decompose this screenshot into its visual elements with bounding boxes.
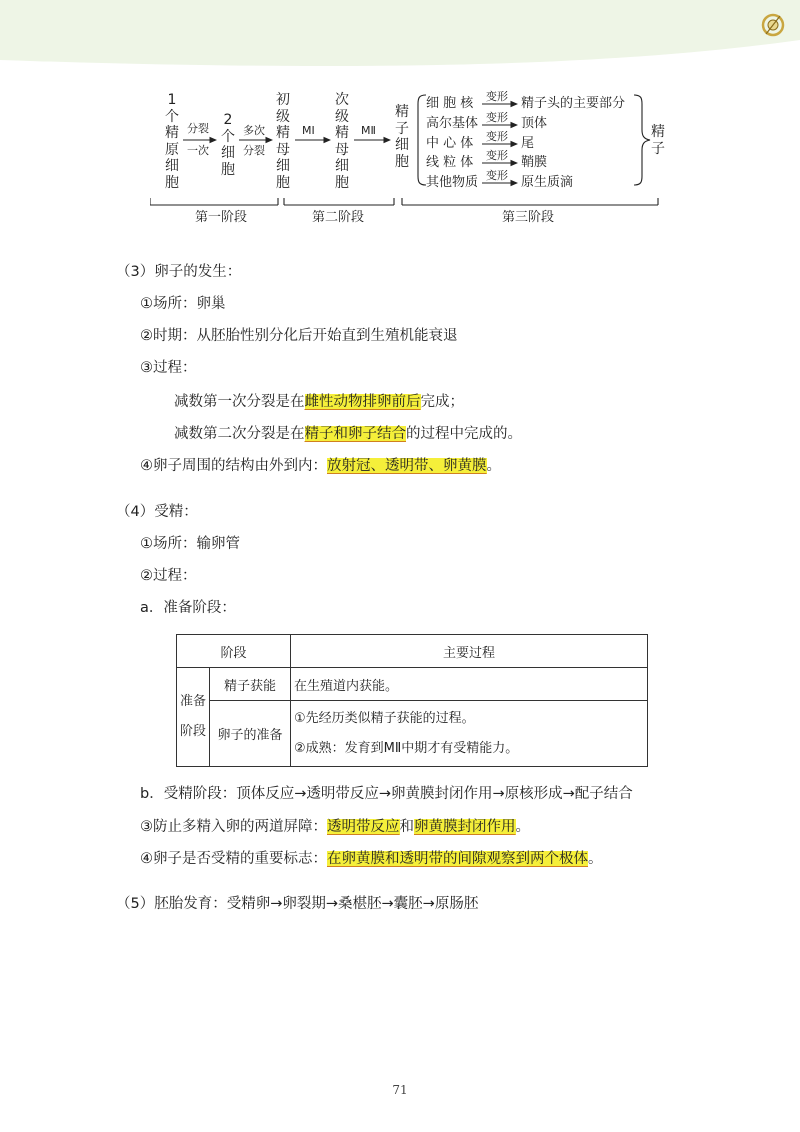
section4-title: （4）受精： bbox=[116, 504, 198, 520]
col4-char-3: 母 bbox=[335, 141, 349, 158]
table-group-cell bbox=[177, 668, 210, 767]
arrow1-top-label: 分裂 bbox=[187, 122, 209, 135]
fertilization-sign-line bbox=[140, 849, 603, 869]
col1-char-5: 胞 bbox=[165, 174, 179, 191]
table-row2-desc2: ②成熟：发育到MⅡ中期才有受精能力。 bbox=[294, 740, 519, 756]
meiosis2-label: MⅡ bbox=[361, 124, 376, 137]
col5-char-1: 子 bbox=[395, 120, 409, 137]
part-to-5: 原生质滴 bbox=[521, 175, 574, 190]
table-row1-desc: 在生殖道内获能。 bbox=[291, 668, 648, 701]
part-verb-1: 变形 bbox=[486, 90, 508, 103]
s4-process: ②过程： bbox=[140, 568, 197, 584]
part-to-1: 精子头的主要部分 bbox=[521, 96, 626, 111]
prep-stage-table bbox=[176, 634, 648, 767]
part-from-1: 细 胞 核 bbox=[426, 96, 474, 111]
col3-char-3: 母 bbox=[276, 141, 290, 158]
s3-time: ②时期：从胚胎性别分化后开始直到生殖机能衰退 bbox=[140, 328, 458, 344]
barrier-mid: 和 bbox=[399, 819, 414, 835]
fertilization-sign-text: ④卵子是否受精的重要标志： bbox=[140, 851, 327, 867]
arrow1-bottom-label: 一次 bbox=[187, 144, 209, 157]
meiosis2-highlight: 精子和卵子结合 bbox=[304, 426, 406, 442]
arrow2-bottom-label: 分裂 bbox=[243, 144, 265, 157]
barrier-end: 。 bbox=[515, 819, 530, 835]
colR-char-1: 子 bbox=[651, 140, 665, 157]
barrier-text: ③防止多精入卵的两道屏障： bbox=[140, 819, 327, 835]
col1-char-4: 细 bbox=[165, 158, 179, 174]
stage1-label: 第一阶段 bbox=[195, 210, 248, 225]
primary-spermatocyte-label bbox=[275, 92, 291, 191]
meiosis2-line bbox=[174, 424, 522, 444]
table-group-line1: 准备 bbox=[179, 694, 206, 709]
col5-char-3: 胞 bbox=[395, 153, 409, 170]
col5-char-2: 细 bbox=[395, 137, 409, 153]
table-row2-desc1: ①先经历类似精子获能的过程。 bbox=[294, 710, 475, 726]
col2-char-0: 2 bbox=[223, 112, 233, 128]
meiosis1-end: 完成； bbox=[420, 394, 464, 410]
fertilization-stage: b．受精阶段：顶体反应→透明带反应→卵黄膜封闭作用→原核形成→配子结合 bbox=[140, 786, 633, 802]
egg-structure-line bbox=[140, 456, 501, 476]
part-verb-5: 变形 bbox=[486, 169, 508, 182]
barrier-highlight-2: 卵黄膜封闭作用 bbox=[414, 819, 516, 835]
stage2-label: 第二阶段 bbox=[312, 210, 365, 225]
s3-site: ①场所：卵巢 bbox=[140, 296, 226, 312]
table-group-line2: 阶段 bbox=[179, 724, 206, 739]
col2-char-2: 细 bbox=[221, 145, 235, 161]
header-band bbox=[0, 0, 800, 86]
table-header-process: 主要过程 bbox=[291, 635, 648, 668]
s4-site: ①场所：输卵管 bbox=[140, 536, 240, 552]
part-verb-4: 变形 bbox=[486, 149, 508, 162]
meiosis1-highlight: 雌性动物排卵前后 bbox=[304, 394, 421, 410]
part-to-3: 尾 bbox=[521, 136, 535, 151]
egg-structure-text: ④卵子周围的结构由外到内： bbox=[140, 458, 327, 474]
col5-char-0: 精 bbox=[395, 104, 409, 120]
fertilization-sign-highlight: 在卵黄膜和透明带的间隙观察到两个极体 bbox=[327, 851, 588, 867]
stage3-label: 第三阶段 bbox=[502, 210, 555, 225]
two-cells-label bbox=[220, 112, 236, 178]
egg-structure-end: 。 bbox=[486, 458, 501, 474]
barrier-highlight-1: 透明带反应 bbox=[327, 819, 400, 835]
part-to-4: 鞘膜 bbox=[521, 155, 548, 170]
spermatid-label bbox=[394, 104, 410, 170]
sperm-label bbox=[650, 124, 666, 157]
col1-char-3: 原 bbox=[165, 141, 179, 158]
part-from-3: 中 心 体 bbox=[426, 136, 474, 151]
page-number: 71 bbox=[392, 1083, 408, 1097]
barrier-line bbox=[140, 817, 530, 837]
col2-char-3: 胞 bbox=[221, 161, 235, 178]
table-row2-desc bbox=[291, 701, 648, 767]
meiosis2-text: 减数第二次分裂是在 bbox=[174, 426, 305, 442]
col2-char-1: 个 bbox=[221, 128, 235, 145]
spermatogenesis-diagram bbox=[150, 86, 670, 236]
logo-icon bbox=[760, 12, 786, 38]
col4-char-1: 级 bbox=[335, 108, 349, 125]
meiosis1-label: MⅠ bbox=[302, 124, 315, 137]
part-from-5: 其他物质 bbox=[426, 175, 479, 190]
col4-char-5: 胞 bbox=[335, 174, 349, 191]
section5-embryo: （5）胚胎发育：受精卵→卵裂期→桑椹胚→囊胚→原肠胚 bbox=[116, 896, 479, 912]
table-row1-name: 精子获能 bbox=[210, 668, 291, 701]
col3-char-5: 胞 bbox=[276, 174, 290, 191]
meiosis2-end: 的过程中完成的。 bbox=[406, 426, 522, 442]
colR-char-0: 精 bbox=[651, 124, 665, 140]
part-from-4: 线 粒 体 bbox=[426, 155, 474, 170]
table-row2-name: 卵子的准备 bbox=[210, 701, 291, 767]
fertilization-sign-end: 。 bbox=[588, 851, 603, 867]
prep-stage-title: a．准备阶段： bbox=[140, 600, 236, 616]
col3-char-1: 级 bbox=[276, 108, 290, 125]
col3-char-2: 精 bbox=[276, 125, 290, 141]
part-verb-3: 变形 bbox=[486, 130, 508, 143]
part-from-2: 高尔基体 bbox=[426, 116, 479, 131]
col4-char-4: 细 bbox=[335, 158, 349, 174]
egg-structure-highlight: 放射冠、透明带、卵黄膜 bbox=[327, 458, 487, 474]
col3-char-4: 细 bbox=[276, 158, 290, 174]
meiosis1-text: 减数第一次分裂是在 bbox=[174, 394, 305, 410]
col1-char-1: 个 bbox=[165, 108, 179, 125]
spermatogonium-label bbox=[164, 92, 180, 191]
col3-char-0: 初 bbox=[276, 92, 290, 108]
col4-char-2: 精 bbox=[335, 125, 349, 141]
arrow2-top-label: 多次 bbox=[243, 124, 265, 137]
part-verb-2: 变形 bbox=[486, 111, 508, 124]
section3-title: （3）卵子的发生： bbox=[116, 264, 242, 280]
table-header-stage: 阶段 bbox=[177, 635, 291, 668]
s3-process: ③过程： bbox=[140, 360, 197, 376]
col1-char-0: 1 bbox=[167, 92, 177, 108]
meiosis1-line bbox=[174, 392, 464, 412]
part-to-2: 顶体 bbox=[521, 116, 548, 131]
col1-char-2: 精 bbox=[165, 125, 179, 141]
secondary-spermatocyte-label bbox=[334, 92, 350, 191]
col4-char-0: 次 bbox=[335, 92, 349, 108]
